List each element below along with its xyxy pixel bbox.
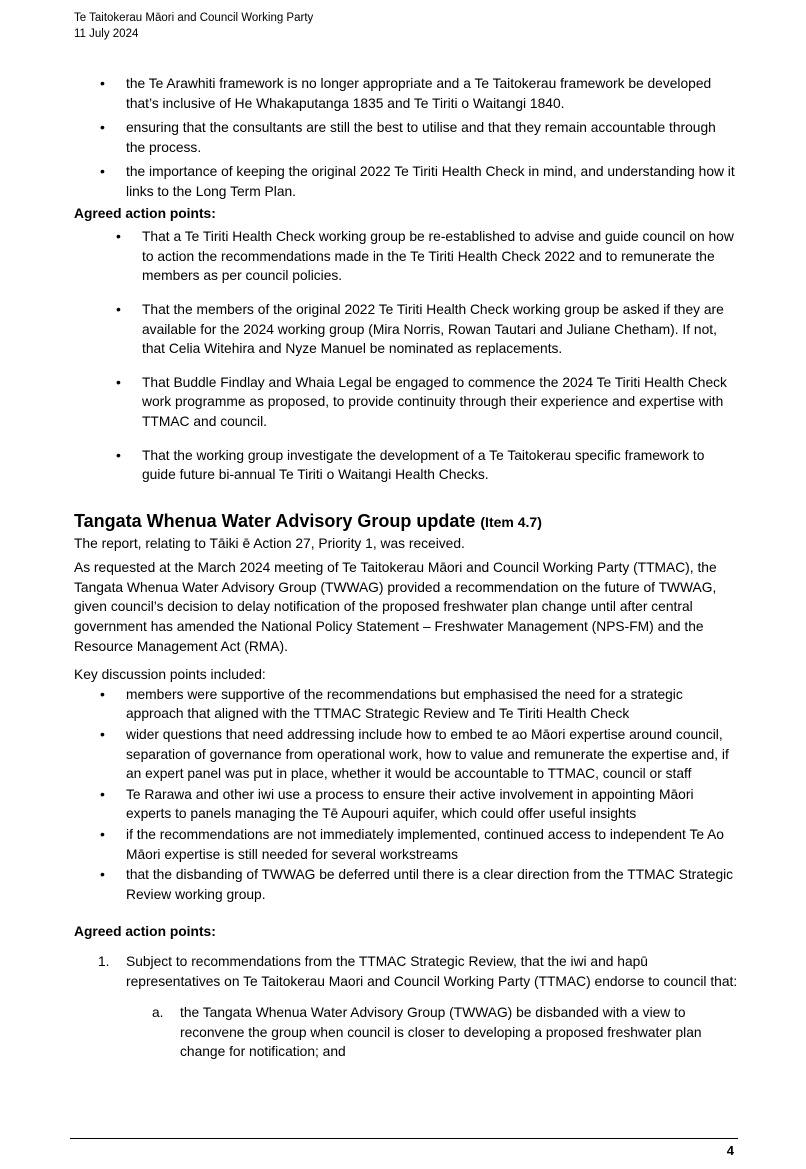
page-header (74, 10, 313, 42)
list-item: • That a Te Tiriti Health Check working group be re-established to advise and guide council on how to action the recommendations made in the Te Tiriti Health Check 2022 and to remunerate the members as per council policies. (74, 227, 738, 286)
list-item: • That the working group investigate the development of a Te Taitokerau specific framework to guide future bi-annual Te Tiriti o Waitangi Health Checks. (74, 446, 738, 485)
numbered-item (74, 952, 738, 991)
list-item: • the importance of keeping the original 2022 Te Tiriti Health Check in mind, and understanding how it links to the Long Term Plan. (74, 162, 738, 201)
list-item: • that the disbanding of TWWAG be deferred until there is a clear direction from the TTMAC Strategic Review working group. (74, 865, 738, 904)
list-item: • if the recommendations are not immediately implemented, continued access to independent Te Ao Māori expertise is still needed for several workstreams (74, 825, 738, 864)
numbered-action-list (74, 952, 738, 991)
list-item: • That the members of the original 2022 Te Tiriti Health Check working group be asked if they are available for the 2024 working group (Mira Norris, Rowan Tautari and Juliane Chetham). If not, that Celia Witehira and Nyze Manuel be nominated as replacements. (74, 300, 738, 359)
agreed-action-list (74, 227, 738, 485)
header-title: Te Taitokerau Māori and Council Working Party (74, 12, 314, 24)
report-statement: The report, relating to Tāiki ē Action 27, Priority 1, was received. (74, 535, 465, 551)
sub-item-letter: a. (152, 1005, 164, 1021)
section-heading (74, 509, 738, 534)
page-number: 4 (726, 1143, 734, 1158)
header-date: 11 July 2024 (74, 28, 139, 40)
agreed-action-points-heading: Agreed action points: (74, 205, 216, 221)
list-item: • Te Rarawa and other iwi use a process to ensure their active involvement in appointing Māori experts to panels managing the Tē Aupouri aquifer, which could offer useful insights (74, 785, 738, 824)
list-item: • ensuring that the consultants are still the best to utilise and that they remain accountable through the process. (74, 118, 738, 157)
section-paragraph: As requested at the March 2024 meeting of Te Taitokerau Māori and Council Working Party (TTMAC), the Tangata Whenua Water Advisory Group (TWWAG) provided a recommendation on the future of TWWAG, given council’s decision to delay notification of the proposed freshwater plan change until after central government has amended the National Policy Statement – Freshwater Management (NPS-FM) and the Resource Management Act (RMA). (74, 560, 717, 654)
sub-item-text: the Tangata Whenua Water Advisory Group (TWWAG) be disbanded with a view to reconvene the group when council is closer to developing a proposed freshwater plan change for notification; and (180, 1005, 702, 1060)
key-discussion-list (74, 685, 738, 905)
agreed-action-points-heading-2: Agreed action points: (74, 924, 216, 940)
item-number: 1. (98, 953, 110, 969)
sub-item (74, 1003, 738, 1062)
footer-divider (70, 1138, 738, 1139)
document-body (74, 74, 738, 1062)
list-item: • the Te Arawhiti framework is no longer appropriate and a Te Taitokerau framework be developed that’s inclusive of He Whakaputanga 1835 and Te Tiriti o Waitangi 1840. (74, 74, 738, 113)
list-item: • wider questions that need addressing include how to embed te ao Māori expertise around council, separation of governance from operational work, how to value and remunerate the expertise and, if an expert panel was put in place, whether it would be accountable to TTMAC, council or staff (74, 725, 738, 784)
section-title: Tangata Whenua Water Advisory Group update (74, 510, 476, 531)
section-item-ref: (Item 4.7) (480, 513, 542, 530)
list-item: • members were supportive of the recommendations but emphasised the need for a strategic approach that aligned with the TTMAC Strategic Review and Te Tiriti Health Check (74, 685, 738, 724)
discussion-bullet-list (74, 74, 738, 202)
item-text: Subject to recommendations from the TTMAC Strategic Review, that the iwi and hapū representatives on Te Taitokerau Maori and Council Working Party (TTMAC) endorse to council that: (126, 953, 738, 989)
list-item: • That Buddle Findlay and Whaia Legal be engaged to commence the 2024 Te Tiriti Health Check work programme as proposed, to provide continuity through their experience and expertise with TTMAC and council. (74, 373, 738, 432)
key-discussion-label: Key discussion points included: (74, 667, 266, 683)
